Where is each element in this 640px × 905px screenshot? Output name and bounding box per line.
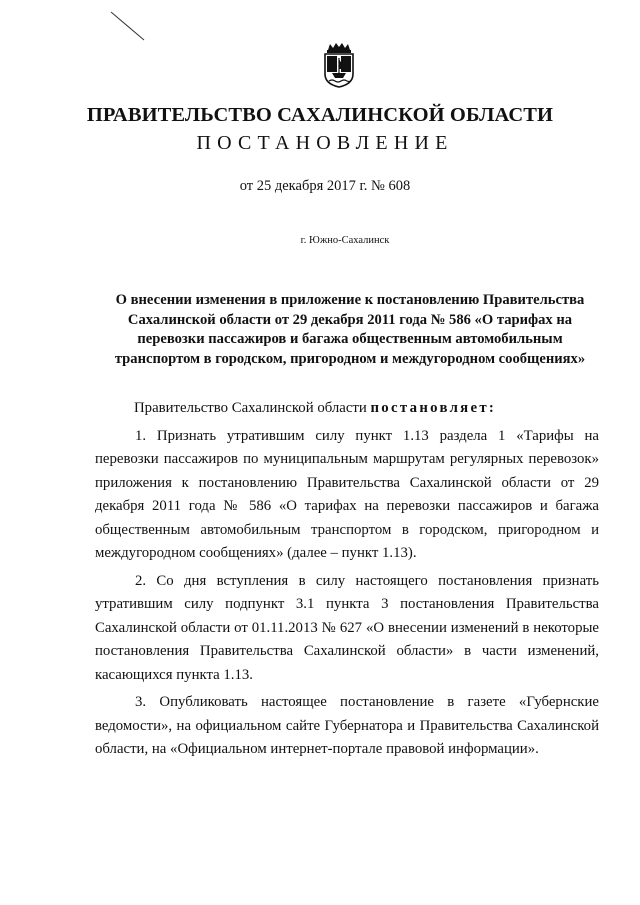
corner-pen-mark xyxy=(108,10,148,42)
document-city: г. Южно-Сахалинск xyxy=(300,235,390,246)
document-type: ПОСТАНОВЛЕНИЕ xyxy=(196,132,454,154)
paragraph-2: 2. Со дня вступления в силу настоящего постановления признать утратившим силу подпункт 3.1 пункта 3 постановления Правительства Сахалинской области от 01.11.2013 № 627 «О внесении изменений в некоторые постановления Правительства Сахалинской области» в части изменений, касающихся пункта 1.13. xyxy=(95,572,599,683)
subject-line: Сахалинской области от 29 декабря 2011 года № 586 «О тарифах на xyxy=(127,311,573,328)
paragraph-3: 3. Опубликовать настоящее постановление в газете «Губернские ведомости», на официальном сайте Губернатора и Правительства Сахалинской области, на «Официальном интернет-портале правовой информации». xyxy=(95,694,599,758)
subject-line: транспортом в городском, пригородном и междугородном сообщениях» xyxy=(114,350,586,367)
document-subject xyxy=(90,291,610,369)
subject-line: перевозки пассажиров и багажа общественным автомобильным xyxy=(137,331,563,347)
preamble-text: Правительство Сахалинской области xyxy=(134,400,371,416)
body-paragraphs xyxy=(95,425,599,766)
coat-of-arms-emblem-icon xyxy=(322,42,356,88)
government-title: ПРАВИТЕЛЬСТВО САХАЛИНСКОЙ ОБЛАСТИ xyxy=(86,104,554,126)
preamble-decree-word: постановляет: xyxy=(370,400,497,416)
document-date-number: от 25 декабря 2017 г. № 608 xyxy=(239,178,411,194)
paragraph-1: 1. Признать утратившим силу пункт 1.13 раздела 1 «Тарифы на перевозки пассажиров по муниципальным маршрутам регулярных перевозок» приложения к постановлению Правительства Сахалинской области от 29 декабря 2011 года № 586 «О тарифах на перевозки пассажиров и багажа общественным автомобильным транспортом в городском, пригородном и междугородном сообщениях» (далее – пункт 1.13). xyxy=(95,428,599,562)
subject-line: О внесении изменения в приложение к постановлению Правительства xyxy=(115,292,585,308)
preamble xyxy=(134,400,496,417)
